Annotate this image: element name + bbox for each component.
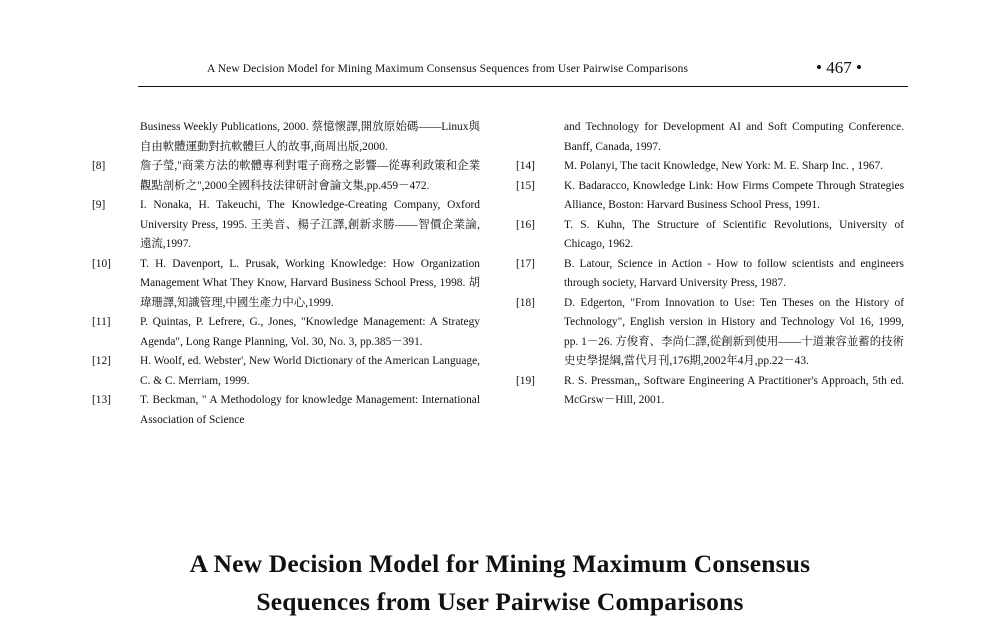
reference-number: [10] bbox=[92, 257, 111, 270]
reference-text: M. Polanyi, The tacit Knowledge, New York: M. E. Sharp Inc. , 1967. bbox=[564, 160, 884, 172]
reference-item bbox=[516, 255, 904, 294]
reference-number: [18] bbox=[516, 296, 535, 309]
page-number: • 467 • bbox=[816, 58, 862, 77]
reference-number: [19] bbox=[516, 374, 535, 387]
running-head-title: A New Decision Model for Mining Maximum Consensus Sequences from User Pairwise Comparisons bbox=[207, 63, 689, 75]
header-rule bbox=[138, 86, 908, 87]
reference-text: 詹子瑩,"商業方法的軟體專利對電子商務之影響—從專利政策和企業觀點剖析之",2000全國科技法律研討會論文集,pp.459－472. bbox=[140, 160, 480, 192]
reference-number: [13] bbox=[92, 394, 111, 406]
reference-text: H. Woolf, ed. Webster', New World Dictionary of the American Language, C. & C. Merriam, 1999. bbox=[140, 355, 480, 387]
reference-text: I. Nonaka, H. Takeuchi, The Knowledge-Creating Company, Oxford University Press, 1995. 王美音、楊子江譯,創新求勝——智價企業論,遠流,1997. bbox=[140, 199, 480, 250]
left-reference-column bbox=[92, 118, 480, 430]
reference-number: [14] bbox=[516, 160, 535, 172]
reference-item bbox=[516, 157, 904, 177]
reference-text: T. S. Kuhn, The Structure of Scientific Revolutions, University of Chicago, 1962. bbox=[564, 218, 904, 250]
reference-item bbox=[92, 157, 480, 196]
reference-text: Business Weekly Publications, 2000. 蔡憶懷譯,開放原始碼——Linux與自由軟體運動對抗軟體巨人的故事,商周出版,2000. bbox=[140, 121, 480, 153]
reference-item bbox=[516, 294, 904, 372]
reference-number: [8] bbox=[92, 160, 106, 172]
right-reference-column bbox=[516, 118, 904, 411]
article-title-line-2: Sequences from User Pairwise Comparisons bbox=[256, 587, 744, 616]
reference-item bbox=[92, 118, 480, 157]
reference-number: [12] bbox=[92, 355, 111, 367]
reference-item bbox=[516, 216, 904, 255]
reference-item bbox=[92, 391, 480, 430]
reference-item bbox=[92, 352, 480, 391]
reference-item bbox=[516, 118, 904, 157]
reference-number: [11] bbox=[92, 316, 111, 328]
reference-text: B. Latour, Science in Action - How to follow scientists and engineers through society, Harvard University Press, 1987. bbox=[564, 257, 904, 289]
article-title bbox=[0, 545, 1000, 621]
reference-text: D. Edgerton, "From Innovation to Use: Ten Theses on the History of Technology", English version in History and Technology Vol 16, 1999, pp. 1－26. 方俊育、李尚仁譯,從創新到使用——十道兼容並蓄的技術史史學提綱,當代月刊,176期,2002年4月,pp.22－43. bbox=[564, 296, 904, 367]
reference-item bbox=[92, 255, 480, 314]
reference-item bbox=[516, 372, 904, 411]
reference-number: [16] bbox=[516, 218, 535, 231]
reference-text: R. S. Pressman,, Software Engineering A Practitioner's Approach, 5th ed. McGrsw－Hill, 2001. bbox=[564, 374, 904, 406]
reference-text: T. Beckman, " A Methodology for knowledge Management: International Association of Science bbox=[140, 394, 480, 426]
reference-number: [15] bbox=[516, 179, 535, 192]
reference-text: T. H. Davenport, L. Prusak, Working Knowledge: How Organization Management What They Know, Harvard Business School Press, 1998. 胡瑋珊譯,知識管理,中國生產力中心,1999. bbox=[140, 257, 480, 309]
reference-text: K. Badaracco, Knowledge Link: How Firms Compete Through Strategies Alliance, Boston: Harvard Business School Press, 1991. bbox=[564, 179, 904, 211]
reference-item bbox=[92, 313, 480, 352]
reference-text: and Technology for Development AI and Soft Computing Conference. Banff, Canada, 1997. bbox=[564, 121, 904, 153]
article-title-line-1: A New Decision Model for Mining Maximum Consensus bbox=[189, 549, 811, 578]
reference-number: [17] bbox=[516, 257, 535, 270]
reference-item bbox=[516, 177, 904, 216]
reference-item bbox=[92, 196, 480, 255]
reference-text: P. Quintas, P. Lefrere, G., Jones, "Knowledge Management: A Strategy Agenda", Long Range Planning, Vol. 30, No. 3, pp.385－391. bbox=[140, 316, 480, 348]
reference-number: [9] bbox=[92, 199, 106, 211]
